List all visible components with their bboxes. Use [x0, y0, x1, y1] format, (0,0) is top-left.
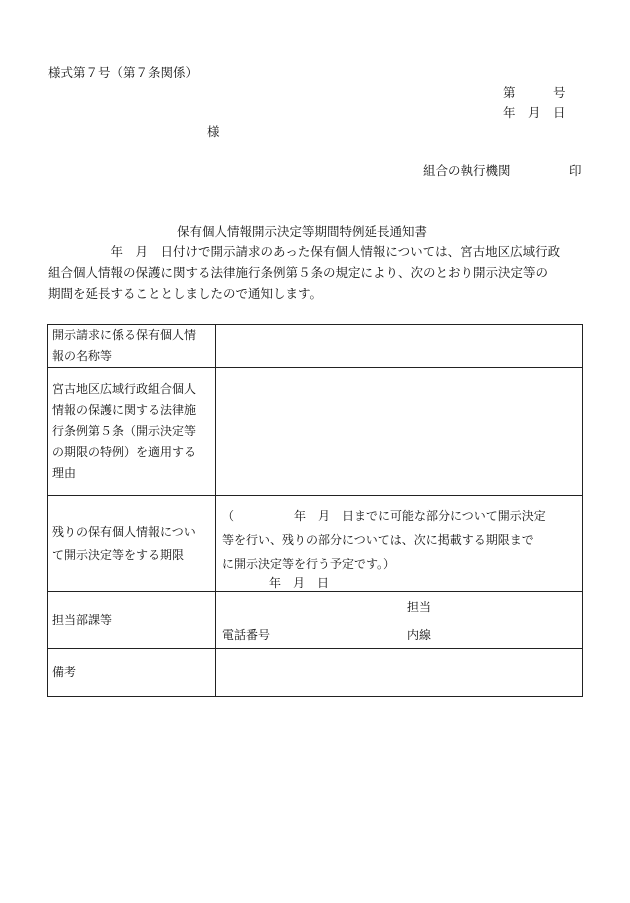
deadline-line-3: に開示決定等を行う予定です。）: [222, 557, 396, 571]
reason-value[interactable]: [216, 368, 583, 496]
remarks-value[interactable]: [216, 649, 583, 697]
department-value[interactable]: [216, 592, 583, 649]
reason-label-line-1: 宮古地区広域行政組合個人: [52, 382, 197, 396]
table-row-reason: [48, 368, 583, 496]
deadline-value[interactable]: [216, 496, 583, 592]
extension-label: 内線: [407, 628, 432, 642]
table-row-record-name: [48, 325, 583, 368]
deadline-label-line-2: て開示決定等をする期限: [52, 547, 185, 562]
issue-date: 年 月 日: [503, 105, 566, 120]
deadline-line-1: （ 年 月 日までに可能な部分について開示決定: [222, 509, 546, 523]
deadline-date: 年 月 日: [269, 576, 330, 590]
table-row-remarks: [48, 649, 583, 697]
reason-label-line-5: 理由: [52, 466, 77, 480]
table-row-deadline: [48, 496, 583, 592]
remarks-label: 備考: [48, 649, 216, 697]
document-number: 第 号: [503, 85, 566, 100]
staff-label: 担当: [407, 600, 432, 614]
reason-label-line-3: 行条例第５条（開示決定等: [52, 424, 197, 438]
record-name-label-line-1: 開示請求に係る保有個人情: [52, 328, 197, 342]
phone-label: 電話番号: [222, 628, 271, 642]
record-name-label-line-2: 報の名称等: [52, 349, 113, 363]
issuer-name: 組合の執行機関: [423, 163, 511, 178]
record-name-label: [48, 325, 216, 368]
body-line-2: 組合個人情報の保護に関する法律施行条例第５条の規定により、次のとおり開示決定等の: [48, 265, 549, 280]
reason-label: [48, 368, 216, 496]
notice-body: [48, 241, 588, 304]
reason-label-line-2: 情報の保護に関する法律施: [52, 403, 197, 417]
body-line-1: 年 月 日付けで開示請求のあった保有個人情報については、宮古地区広域行政: [48, 244, 561, 259]
notice-table: [47, 324, 583, 697]
reason-label-line-4: の期限の特例）を適用する: [52, 445, 197, 459]
form-number: 様式第７号（第７条関係）: [48, 65, 199, 80]
seal-mark: 印: [569, 163, 582, 178]
addressee-suffix: 様: [207, 124, 220, 139]
deadline-line-2: 等を行い、残りの部分については、次に掲載する期限まで: [222, 533, 534, 547]
table-row-department: [48, 592, 583, 649]
department-label: 担当部課等: [48, 592, 216, 649]
body-line-3: 期間を延長することとしましたので通知します。: [48, 286, 323, 301]
deadline-label: [48, 496, 216, 592]
record-name-value[interactable]: [216, 325, 583, 368]
document-title: 保有個人情報開示決定等期間特例延長通知書: [177, 224, 428, 239]
deadline-label-line-1: 残りの保有個人情報につい: [52, 524, 196, 539]
